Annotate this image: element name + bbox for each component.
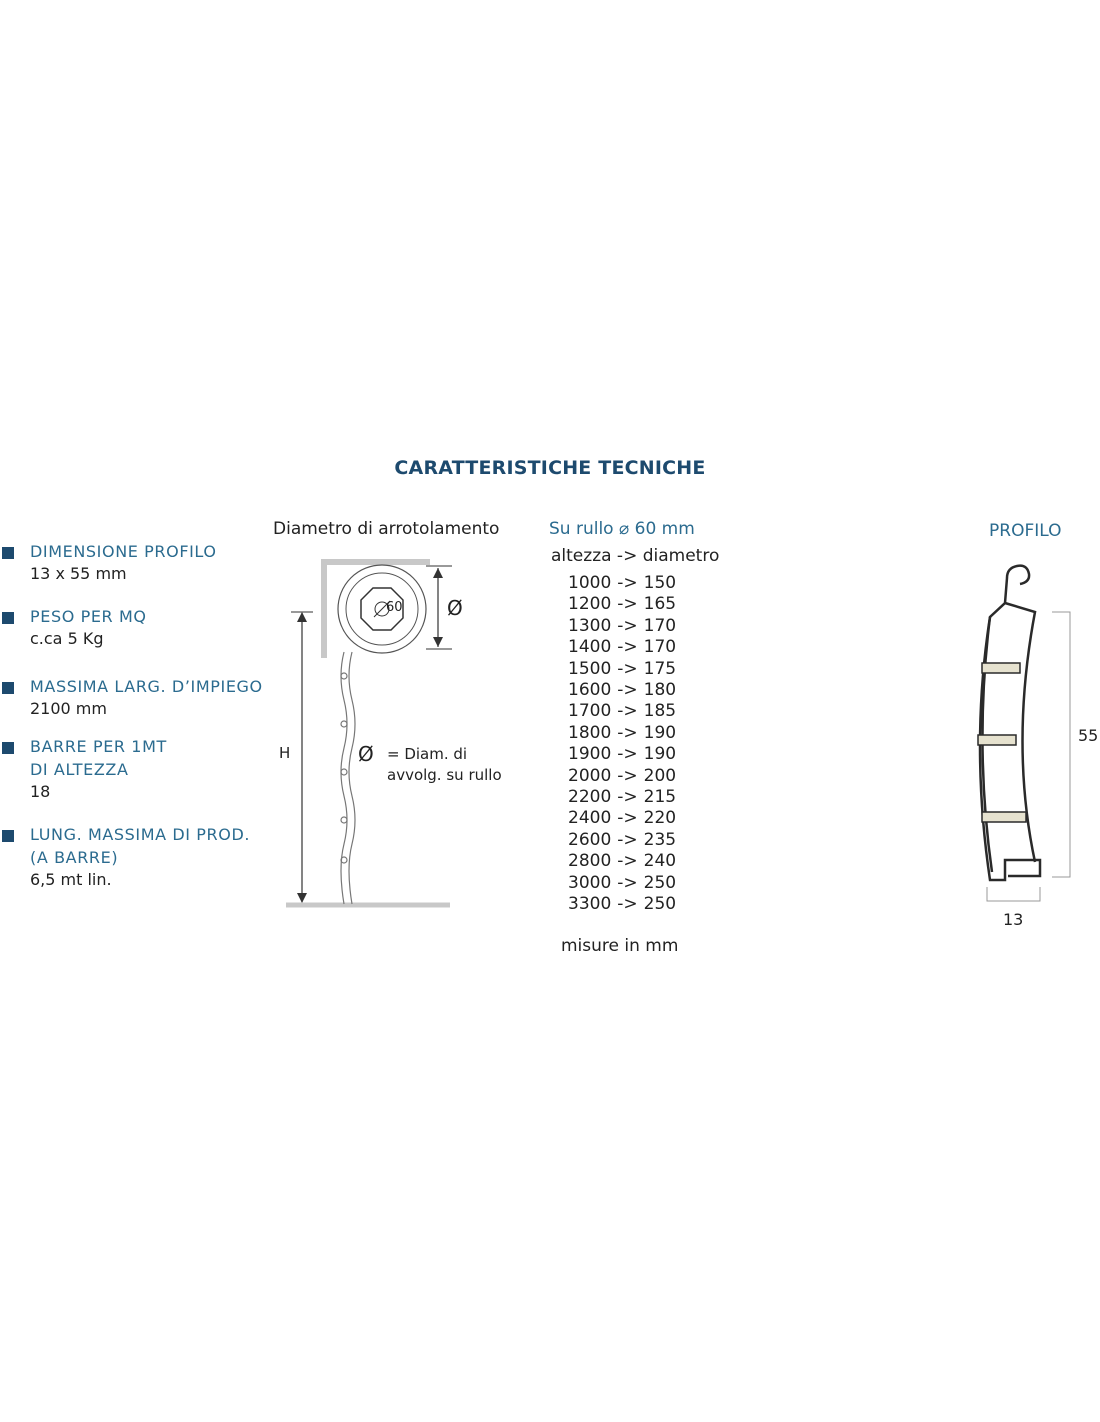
profile-band bbox=[982, 812, 1026, 822]
arrow-text: -> bbox=[617, 594, 638, 615]
profile-heading: PROFILO bbox=[989, 521, 1062, 541]
altezza-cell: 1200 bbox=[568, 594, 612, 615]
altezza-cell: 2800 bbox=[568, 851, 612, 872]
arrow-text: -> bbox=[617, 680, 638, 701]
altezza-cell: 2400 bbox=[568, 808, 612, 829]
spec-label: LUNG. MASSIMA DI PROD. (A BARRE) bbox=[30, 825, 251, 867]
arrow-text: -> bbox=[617, 722, 638, 743]
arrow-text: -> bbox=[617, 615, 638, 636]
height-dimension bbox=[1052, 612, 1070, 877]
altezza-cell: 1600 bbox=[568, 680, 612, 701]
spec-value: 2100 mm bbox=[30, 699, 107, 718]
arrow-text: -> bbox=[617, 808, 638, 829]
diametro-cell: 240 bbox=[643, 851, 677, 872]
diametro-cell: 165 bbox=[643, 594, 677, 615]
diametro-cell: 185 bbox=[643, 701, 677, 722]
diametro-cell: 170 bbox=[643, 615, 677, 636]
diametro-cell: 235 bbox=[643, 829, 677, 850]
spec-value: 6,5 mt lin. bbox=[30, 870, 112, 889]
arrow-text: -> bbox=[617, 851, 638, 872]
altezza-cell: 1900 bbox=[568, 744, 612, 765]
diametro-cell: 250 bbox=[643, 872, 677, 893]
altezza-cell: 1500 bbox=[568, 658, 612, 679]
profile-outline-left bbox=[980, 566, 1040, 880]
arrow-text: -> bbox=[617, 701, 638, 722]
h-label: H bbox=[279, 744, 291, 762]
legend-diameter-symbol: Ø bbox=[358, 742, 374, 766]
arrow-text: -> bbox=[617, 765, 638, 786]
diametro-cell: 180 bbox=[643, 680, 677, 701]
spec-value: 18 bbox=[30, 782, 51, 801]
table-subheading: altezza -> diametro bbox=[551, 546, 720, 566]
spec-label: DIMENSIONE PROFILO bbox=[30, 542, 217, 561]
diametro-cell: 250 bbox=[643, 894, 677, 915]
arrow-text: -> bbox=[617, 637, 638, 658]
diametro-cell: 200 bbox=[643, 765, 677, 786]
spec-label: PESO PER MQ bbox=[30, 607, 147, 626]
arrow-text: -> bbox=[617, 787, 638, 808]
altezza-cell: 1800 bbox=[568, 722, 612, 743]
diametro-cell: 150 bbox=[643, 573, 677, 593]
profile-band bbox=[982, 663, 1020, 673]
width-label: 13 bbox=[1003, 910, 1024, 929]
section-title: CARATTERISTICHE TECNICHE bbox=[394, 457, 706, 479]
height-label: 55 bbox=[1078, 726, 1099, 745]
profile-band bbox=[978, 735, 1016, 745]
legend-line-1: = Diam. di bbox=[387, 745, 468, 763]
altezza-cell: 2600 bbox=[568, 829, 612, 850]
table-heading: Su rullo ⌀ 60 mm bbox=[549, 519, 695, 539]
diametro-cell: 220 bbox=[643, 808, 677, 829]
altezza-cell: 2000 bbox=[568, 765, 612, 786]
diagram-heading: Diametro di arrotolamento bbox=[273, 519, 500, 539]
arrow-text: -> bbox=[617, 829, 638, 850]
arrow-text: -> bbox=[617, 573, 638, 593]
altezza-cell: 1000 bbox=[568, 573, 612, 593]
diametro-cell: 175 bbox=[643, 658, 677, 679]
spec-label: BARRE PER 1MT DI ALTEZZA bbox=[30, 737, 167, 779]
diameter-symbol: Ø bbox=[447, 596, 463, 620]
diametro-cell: 215 bbox=[643, 787, 677, 808]
arrow-text: -> bbox=[617, 872, 638, 893]
roller-size-label: 60 bbox=[386, 600, 403, 615]
altezza-cell: 1400 bbox=[568, 637, 612, 658]
altezza-cell: 3000 bbox=[568, 872, 612, 893]
arrow-text: -> bbox=[617, 894, 638, 915]
diametro-cell: 170 bbox=[643, 637, 677, 658]
arrow-text: -> bbox=[617, 744, 638, 765]
altezza-cell: 1300 bbox=[568, 615, 612, 636]
altezza-cell: 1700 bbox=[568, 701, 612, 722]
spec-value: 13 x 55 mm bbox=[30, 564, 127, 583]
altezza-cell: 3300 bbox=[568, 894, 612, 915]
diametro-cell: 190 bbox=[643, 722, 677, 743]
arrow-text: -> bbox=[617, 658, 638, 679]
altezza-cell: 2200 bbox=[568, 787, 612, 808]
spec-value: c.ca 5 Kg bbox=[30, 629, 104, 648]
profile-outline-right bbox=[1005, 603, 1035, 862]
spec-label: MASSIMA LARG. D’IMPIEGO bbox=[30, 677, 263, 696]
width-dimension bbox=[987, 887, 1040, 901]
legend-line-2: avvolg. su rullo bbox=[387, 766, 502, 784]
diametro-cell: 190 bbox=[643, 744, 677, 765]
table-footer: misure in mm bbox=[561, 936, 679, 956]
